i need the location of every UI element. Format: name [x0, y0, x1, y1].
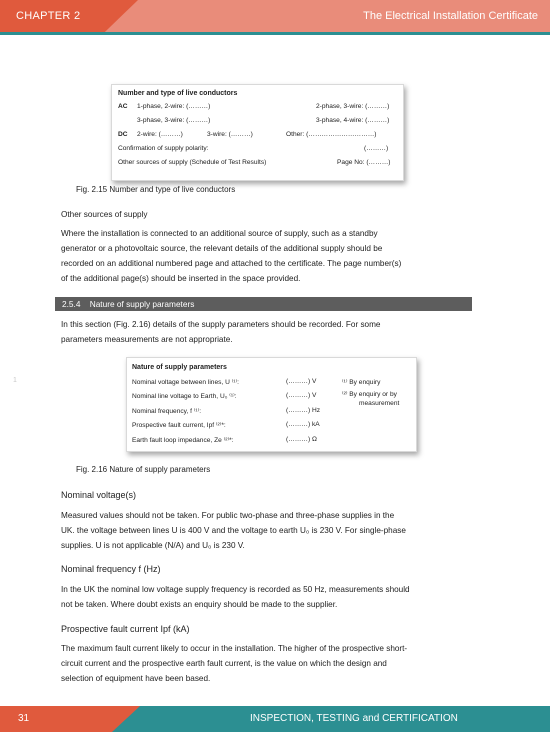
figure-live-conductors — [111, 84, 404, 181]
ac-label: AC — [118, 103, 128, 110]
paragraph-line: of the additional page(s) should be inserted in the space provided. — [61, 274, 301, 283]
dc-3-wire: 3-wire: (………) — [207, 131, 253, 138]
polarity-value: (………) — [364, 145, 389, 152]
param-label: Prospective fault current, Ipf ⁽²⁾*: — [132, 422, 226, 429]
paragraph-line: In this section (Fig. 2.16) details of the supply parameters should be recorded. For some — [61, 320, 381, 329]
paragraph-line: Where the installation is connected to an additional source of supply, such as a standby — [61, 229, 378, 238]
footnote: ⁽²⁾ By enquiry or by — [342, 391, 397, 398]
dc-other: Other: (…………………………) — [286, 131, 377, 138]
dc-label: DC — [118, 131, 128, 138]
ac-2ph-3w: 2-phase, 3-wire: (………) — [316, 103, 390, 110]
paragraph-line: Measured values should not be taken. For public two-phase and three-phase supplies in the — [61, 511, 395, 520]
section-heading-bar — [55, 297, 472, 311]
figure-title: Number and type of live conductors — [118, 90, 238, 97]
subheading-prospective-fault-current: Prospective fault current Ipf (kA) — [61, 624, 190, 634]
paragraph-line: UK. the voltage between lines U is 400 V and the voltage to earth U₀ is 230 V. For single-phase — [61, 526, 406, 535]
header-title: The Electrical Installation Certificate — [363, 10, 538, 22]
param-value: (………) V — [286, 392, 317, 399]
footnote: ⁽¹⁾ By enquiry — [342, 379, 381, 386]
page-number: 31 — [18, 713, 30, 724]
paragraph-line: not be taken. Where doubt exists an enquiry should be made to the supplier. — [61, 600, 338, 609]
param-label: Nominal voltage between lines, U ⁽¹⁾: — [132, 379, 239, 386]
polarity-label: Confirmation of supply polarity: — [118, 145, 209, 152]
margin-number: 1 — [13, 377, 17, 384]
figure-supply-parameters — [126, 357, 417, 452]
section-title: Nature of supply parameters — [89, 299, 195, 309]
ac-3ph-3w: 3-phase, 3-wire: (………) — [137, 117, 211, 124]
chapter-label: CHAPTER 2 — [16, 10, 81, 22]
paragraph-line: selection of equipment have been based. — [61, 674, 211, 683]
param-label: Nominal line voltage to Earth, U₀ ⁽¹⁾: — [132, 393, 237, 400]
param-label: Nominal frequency, f ⁽¹⁾: — [132, 408, 202, 415]
header-divider — [0, 32, 550, 35]
paragraph-line: generator or a photovoltaic source, the relevant details of the additional supply should be — [61, 244, 383, 253]
paragraph-line: recorded on an additional numbered page and attached to the certificate. The page number(s) — [61, 259, 402, 268]
figure-caption: Fig. 2.15 Number and type of live conductors — [76, 185, 236, 194]
dc-2-wire: 2-wire: (………) — [137, 131, 183, 138]
paragraph-line: supplies. U is not applicable (N/A) and U₀ is 230 V. — [61, 541, 245, 550]
section-number: 2.5.4 — [62, 299, 81, 309]
param-value: (………) kA — [286, 421, 320, 428]
paragraph-line: The maximum fault current likely to occur in the installation. The higher of the prospective short- — [61, 644, 408, 653]
subheading-nominal-frequency: Nominal frequency f (Hz) — [61, 564, 161, 574]
page-no-field: Page No: (………) — [337, 159, 391, 166]
subheading-other-sources: Other sources of supply — [61, 210, 148, 219]
paragraph-line: circuit current and the prospective earth fault current, is the value on which the design and — [61, 659, 387, 668]
footnote: measurement — [359, 400, 400, 407]
ac-1ph-2w: 1-phase, 2-wire: (………) — [137, 103, 211, 110]
ac-3ph-4w: 3-phase, 4-wire: (………) — [316, 117, 390, 124]
param-value: (………) V — [286, 378, 317, 385]
subheading-nominal-voltage: Nominal voltage(s) — [61, 490, 137, 500]
paragraph-line: parameters measurements are not appropriate. — [61, 335, 233, 344]
figure-caption: Fig. 2.16 Nature of supply parameters — [76, 465, 211, 474]
param-value: (………) Ω — [286, 436, 317, 443]
param-label: Earth fault loop impedance, Ze ⁽²⁾*: — [132, 437, 234, 444]
footer-title: INSPECTION, TESTING and CERTIFICATION — [250, 713, 458, 724]
other-sources-label: Other sources of supply (Schedule of Test Results) — [118, 159, 267, 166]
param-value: (………) Hz — [286, 407, 321, 414]
paragraph-line: In the UK the nominal low voltage supply frequency is recorded as 50 Hz, measurements should — [61, 585, 410, 594]
figure-title: Nature of supply parameters — [132, 364, 227, 371]
